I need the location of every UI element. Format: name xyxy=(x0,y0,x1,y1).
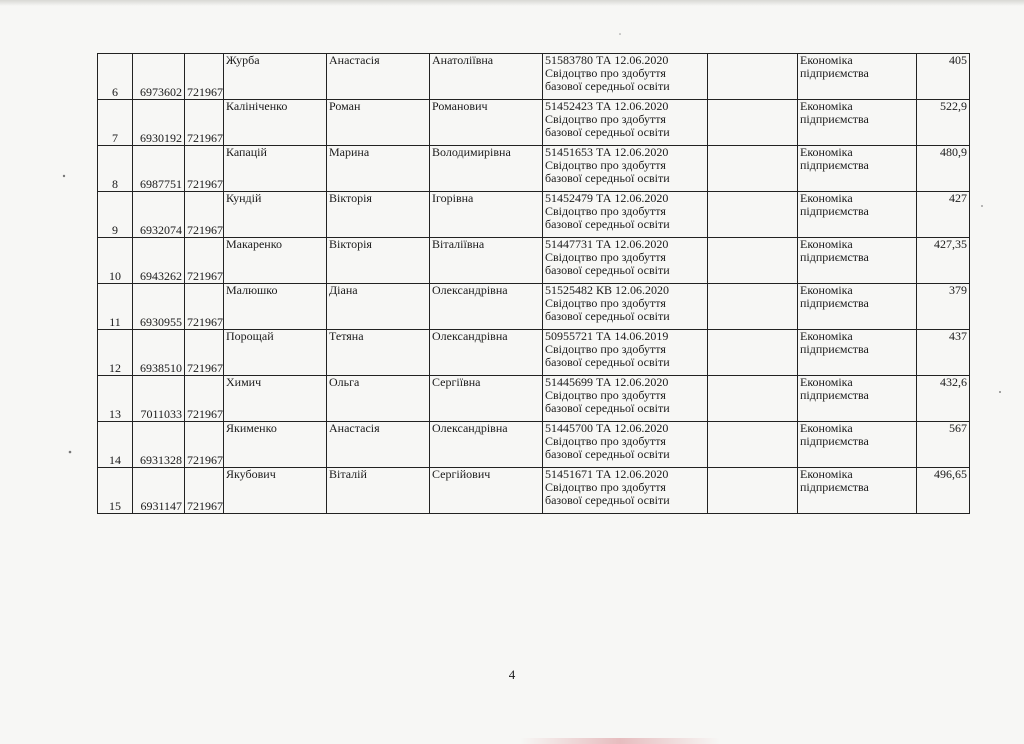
middle-name: Олександрівна xyxy=(430,284,543,330)
program-code: 721967 xyxy=(185,284,224,330)
table-row xyxy=(98,468,970,514)
table-row xyxy=(98,238,970,284)
applicant-table xyxy=(97,53,970,514)
applicant-table-body xyxy=(98,54,970,514)
education-document-line: Свідоцтво про здобуття xyxy=(545,388,666,402)
education-document xyxy=(543,468,708,514)
scan-stamp-edge xyxy=(520,738,720,744)
specialty-line: підприємства xyxy=(800,480,869,494)
middle-name: Сергійович xyxy=(430,468,543,514)
empty-cell xyxy=(708,376,798,422)
first-name: Віталій xyxy=(327,468,430,514)
specialty-line: підприємства xyxy=(800,112,869,126)
middle-name: Анатоліївна xyxy=(430,54,543,100)
specialty-line: підприємства xyxy=(800,434,869,448)
empty-cell xyxy=(708,100,798,146)
education-document-line: базової середньої освіти xyxy=(545,309,670,323)
row-number: 12 xyxy=(98,330,133,376)
education-document-line: Свідоцтво про здобуття xyxy=(545,66,666,80)
education-document-line: 51583780 ТА 12.06.2020 xyxy=(545,53,669,67)
program-code: 721967 xyxy=(185,376,224,422)
specialty-line: Економіка xyxy=(800,375,853,389)
specialty-line: Економіка xyxy=(800,145,853,159)
education-document-line: базової середньої освіти xyxy=(545,171,670,185)
empty-cell xyxy=(708,146,798,192)
applicant-id: 6930192 xyxy=(133,100,185,146)
specialty xyxy=(798,100,917,146)
education-document xyxy=(543,284,708,330)
table-row xyxy=(98,284,970,330)
row-number: 13 xyxy=(98,376,133,422)
applicant-table-sheet xyxy=(97,53,969,514)
row-number: 14 xyxy=(98,422,133,468)
first-name: Діана xyxy=(327,284,430,330)
specialty xyxy=(798,422,917,468)
education-document-line: Свідоцтво про здобуття xyxy=(545,204,666,218)
page-number: 4 xyxy=(508,667,516,682)
row-number: 10 xyxy=(98,238,133,284)
competitive-score: 432,6 xyxy=(917,376,970,422)
applicant-id: 6930955 xyxy=(133,284,185,330)
table-row xyxy=(98,422,970,468)
table-row xyxy=(98,54,970,100)
table-row xyxy=(98,146,970,192)
specialty xyxy=(798,54,917,100)
program-code: 721967 xyxy=(185,422,224,468)
education-document-line: базової середньої освіти xyxy=(545,493,670,507)
specialty-line: підприємства xyxy=(800,296,869,310)
first-name: Ольга xyxy=(327,376,430,422)
specialty-line: підприємства xyxy=(800,388,869,402)
specialty xyxy=(798,376,917,422)
middle-name: Віталіївна xyxy=(430,238,543,284)
program-code: 721967 xyxy=(185,192,224,238)
empty-cell xyxy=(708,238,798,284)
specialty xyxy=(798,330,917,376)
applicant-id: 6987751 xyxy=(133,146,185,192)
specialty-line: підприємства xyxy=(800,342,869,356)
applicant-id: 6943262 xyxy=(133,238,185,284)
specialty-line: підприємства xyxy=(800,66,869,80)
education-document-line: 51452479 ТА 12.06.2020 xyxy=(545,191,669,205)
competitive-score: 522,9 xyxy=(917,100,970,146)
last-name: Малюшко xyxy=(224,284,327,330)
first-name: Роман xyxy=(327,100,430,146)
middle-name: Ігорівна xyxy=(430,192,543,238)
education-document xyxy=(543,238,708,284)
education-document-line: базової середньої освіти xyxy=(545,447,670,461)
empty-cell xyxy=(708,422,798,468)
specialty-line: Економіка xyxy=(800,191,853,205)
education-document xyxy=(543,376,708,422)
first-name: Анастасія xyxy=(327,54,430,100)
applicant-id: 6931328 xyxy=(133,422,185,468)
education-document-line: Свідоцтво про здобуття xyxy=(545,158,666,172)
specialty-line: Економіка xyxy=(800,421,853,435)
education-document-line: базової середньої освіти xyxy=(545,125,670,139)
education-document-line: 51452423 ТА 12.06.2020 xyxy=(545,99,669,113)
education-document-line: Свідоцтво про здобуття xyxy=(545,342,666,356)
program-code: 721967 xyxy=(185,54,224,100)
competitive-score: 405 xyxy=(917,54,970,100)
first-name: Анастасія xyxy=(327,422,430,468)
last-name: Макаренко xyxy=(224,238,327,284)
competitive-score: 379 xyxy=(917,284,970,330)
program-code: 721967 xyxy=(185,146,224,192)
table-row xyxy=(98,330,970,376)
last-name: Калініченко xyxy=(224,100,327,146)
specialty-line: підприємства xyxy=(800,158,869,172)
specialty-line: підприємства xyxy=(800,204,869,218)
education-document-line: Свідоцтво про здобуття xyxy=(545,434,666,448)
applicant-id: 6938510 xyxy=(133,330,185,376)
row-number: 7 xyxy=(98,100,133,146)
specialty xyxy=(798,238,917,284)
competitive-score: 427,35 xyxy=(917,238,970,284)
education-document-line: 51451671 ТА 12.06.2020 xyxy=(545,467,669,481)
education-document-line: 51445699 ТА 12.06.2020 xyxy=(545,375,669,389)
specialty-line: Економіка xyxy=(800,467,853,481)
education-document xyxy=(543,146,708,192)
middle-name: Олександрівна xyxy=(430,330,543,376)
empty-cell xyxy=(708,330,798,376)
specialty xyxy=(798,468,917,514)
competitive-score: 496,65 xyxy=(917,468,970,514)
education-document xyxy=(543,54,708,100)
table-row xyxy=(98,100,970,146)
program-code: 721967 xyxy=(185,330,224,376)
applicant-id: 6932074 xyxy=(133,192,185,238)
education-document-line: базової середньої освіти xyxy=(545,355,670,369)
last-name: Якименко xyxy=(224,422,327,468)
program-code: 721967 xyxy=(185,468,224,514)
specialty-line: підприємства xyxy=(800,250,869,264)
specialty-line: Економіка xyxy=(800,53,853,67)
row-number: 11 xyxy=(98,284,133,330)
competitive-score: 480,9 xyxy=(917,146,970,192)
education-document-line: Свідоцтво про здобуття xyxy=(545,112,666,126)
row-number: 6 xyxy=(98,54,133,100)
last-name: Якубович xyxy=(224,468,327,514)
last-name: Журба xyxy=(224,54,327,100)
education-document-line: базової середньої освіти xyxy=(545,217,670,231)
last-name: Порощай xyxy=(224,330,327,376)
specialty-line: Економіка xyxy=(800,237,853,251)
table-row xyxy=(98,376,970,422)
empty-cell xyxy=(708,192,798,238)
education-document-line: 51525482 КВ 12.06.2020 xyxy=(545,283,670,297)
middle-name: Сергіївна xyxy=(430,376,543,422)
empty-cell xyxy=(708,468,798,514)
education-document-line: 51451653 ТА 12.06.2020 xyxy=(545,145,669,159)
row-number: 15 xyxy=(98,468,133,514)
row-number: 8 xyxy=(98,146,133,192)
education-document-line: Свідоцтво про здобуття xyxy=(545,296,666,310)
first-name: Марина xyxy=(327,146,430,192)
first-name: Вікторія xyxy=(327,192,430,238)
last-name: Химич xyxy=(224,376,327,422)
education-document-line: Свідоцтво про здобуття xyxy=(545,480,666,494)
education-document-line: базової середньої освіти xyxy=(545,79,670,93)
specialty xyxy=(798,192,917,238)
education-document xyxy=(543,100,708,146)
education-document xyxy=(543,192,708,238)
education-document-line: Свідоцтво про здобуття xyxy=(545,250,666,264)
scan-top-edge xyxy=(0,0,1024,6)
competitive-score: 437 xyxy=(917,330,970,376)
table-row xyxy=(98,192,970,238)
applicant-id: 6973602 xyxy=(133,54,185,100)
first-name: Вікторія xyxy=(327,238,430,284)
education-document-line: базової середньої освіти xyxy=(545,401,670,415)
competitive-score: 567 xyxy=(917,422,970,468)
first-name: Тетяна xyxy=(327,330,430,376)
last-name: Капацій xyxy=(224,146,327,192)
empty-cell xyxy=(708,54,798,100)
program-code: 721967 xyxy=(185,100,224,146)
education-document-line: базової середньої освіти xyxy=(545,263,670,277)
middle-name: Олександрівна xyxy=(430,422,543,468)
specialty xyxy=(798,146,917,192)
middle-name: Володимирівна xyxy=(430,146,543,192)
education-document xyxy=(543,330,708,376)
row-number: 9 xyxy=(98,192,133,238)
education-document-line: 50955721 ТА 14.06.2019 xyxy=(545,329,669,343)
last-name: Кундій xyxy=(224,192,327,238)
competitive-score: 427 xyxy=(917,192,970,238)
education-document-line: 51447731 ТА 12.06.2020 xyxy=(545,237,669,251)
program-code: 721967 xyxy=(185,238,224,284)
applicant-id: 6931147 xyxy=(133,468,185,514)
specialty-line: Економіка xyxy=(800,283,853,297)
empty-cell xyxy=(708,284,798,330)
specialty-line: Економіка xyxy=(800,99,853,113)
education-document xyxy=(543,422,708,468)
specialty xyxy=(798,284,917,330)
applicant-id: 7011033 xyxy=(133,376,185,422)
specialty-line: Економіка xyxy=(800,329,853,343)
education-document-line: 51445700 ТА 12.06.2020 xyxy=(545,421,669,435)
middle-name: Романович xyxy=(430,100,543,146)
